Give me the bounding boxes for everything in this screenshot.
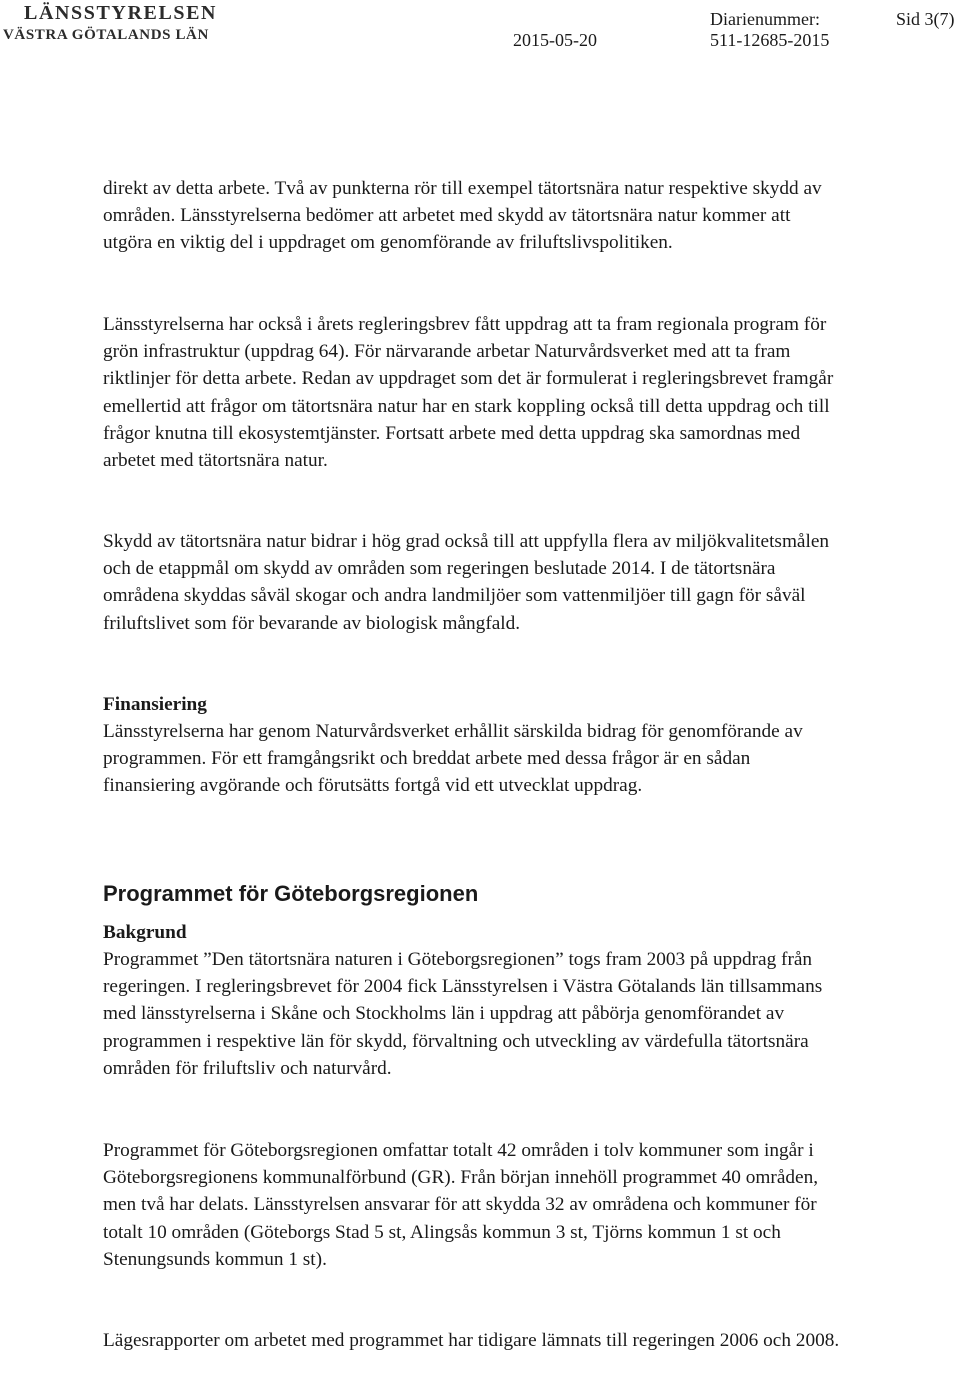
org-name: LÄNSSTYRELSEN [24, 2, 218, 24]
document-date: 2015-05-20 [513, 30, 597, 50]
paragraph-6: Programmet för Göteborgsregionen omfattar totalt 42 områden i tolv kommuner som ingår i Göteborgsregionens kommunalförbund (GR). Från början innehöll programmet 40 områden, men två har delats. Länsstyrelsen ansvarar för att skydda 32 av områdena och kommuner för totalt 10 områden (Göteborgs Stad 5 st, Alingsås kommun 3 st, Tjörns kommun 1 st och Stenungsunds kommun 1 st). [103, 1140, 819, 1270]
paragraph-7: Lägesrapporter om arbetet med programmet har tidigare lämnats till regeringen 2006 och 2008. [103, 1330, 840, 1351]
org-county: VÄSTRA GÖTALANDS LÄN [3, 27, 209, 43]
page-number: Sid 3(7) [896, 9, 955, 29]
paragraph-1: direkt av detta arbete. Två av punkterna rör till exempel tätortsnära natur respektive skydd av områden. Länsstyrelserna bedömer att arbetet med skydd av tätortsnära natur kommer att utgöra en viktig del i uppdraget om genomförande av friluftslivspolitiken. [103, 178, 822, 254]
org-logo [3, 2, 217, 44]
paragraph-3: Skydd av tätortsnära natur bidrar i hög grad också till att uppfylla flera av miljökvalitetsmålen och de etappmål om skydd av områden som regeringen beslutade 2014. I de tätortsnära områdena skyddas såväl skogar och andra landmiljöer som vattenmiljöer till gagn för såväl friluftslivet som för bevarande av biologisk mångfald. [103, 531, 830, 634]
paragraph-2: Länsstyrelserna har också i årets regleringsbrev fått uppdrag att ta fram regionala program för grön infrastruktur (uppdrag 64). För närvarande arbetar Naturvårdsverket med att ta fram riktlinjer för detta arbete. Redan av uppdraget som det är formulerat i regleringsbrevet framgår emellertid att frågor om tätortsnära natur har en stark koppling också till detta uppdrag och till frågor knutna till ekosystemtjänster. Fortsatt arbete med detta uppdrag ska samordnas med arbetet med tätortsnära natur. [103, 314, 834, 472]
heading-finansiering: Finansiering [103, 694, 207, 715]
paragraph-5: Programmet ”Den tätortsnära naturen i Göteborgsregionen” togs fram 2003 på uppdrag från regeringen. I regleringsbrevet för 2004 fick Länsstyrelsen i Västra Götalands län tillsammans med länsstyrelserna i Skåne och Stockholms län i uppdrag att påbörja genomförandet av programmen i respektive län för skydd, förvaltning och utveckling av värdefulla tätortsnära områden för friluftsliv och naturvård. [103, 949, 823, 1079]
paragraph-4: Länsstyrelserna har genom Naturvårdsverket erhållit särskilda bidrag för genomförande av programmen. För ett framgångsrikt och breddat arbete med dessa frågor är en sådan finansiering avgörande och förutsätts fortgå vid ett utvecklat uppdrag. [103, 721, 803, 797]
section-heading-programmet: Programmet för Göteborgsregionen [103, 881, 479, 906]
diarienummer-label: Diarienummer: [710, 9, 820, 29]
diarienummer-value: 511-12685-2015 [710, 30, 830, 50]
heading-bakgrund: Bakgrund [103, 922, 187, 943]
